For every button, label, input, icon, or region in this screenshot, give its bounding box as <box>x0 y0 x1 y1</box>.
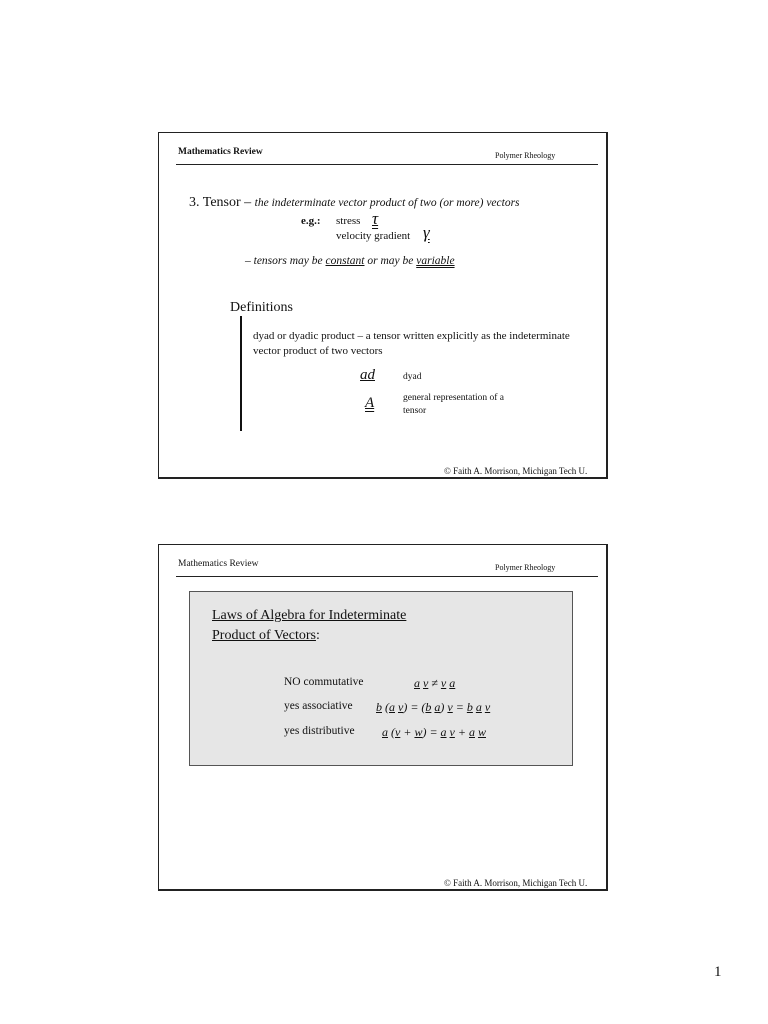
note-constant: constant <box>325 255 365 267</box>
stress-label: stress <box>336 215 361 227</box>
tensor-note <box>245 255 455 267</box>
law-equation-associative: b (a v) = (b a) v = b a v <box>376 700 491 714</box>
dyad-d: d <box>367 367 375 383</box>
velocity-gradient-symbol: γ <box>423 223 430 242</box>
slide-laws-of-algebra <box>158 544 608 891</box>
dyad-a: a <box>360 367 368 383</box>
dyad-description: dyad or dyadic product – a tensor written explicitly as the indeterminate vector product of two vectors <box>253 330 570 357</box>
note-part1: tensors may be <box>253 255 323 267</box>
footer-credit: © Faith A. Morrison, Michigan Tech U. <box>444 466 588 476</box>
law-label-associative: yes associative <box>284 700 353 712</box>
law-equation-distributive: a (v + w) = a v + a w <box>382 725 486 739</box>
slide-tensor <box>158 132 608 479</box>
laws-box <box>189 591 573 766</box>
tensor-symbol-label: general representation of a tensor <box>403 393 505 416</box>
header-rule <box>176 164 598 165</box>
footer-credit: © Faith A. Morrison, Michigan Tech U. <box>444 878 588 888</box>
eg-label: e.g.: <box>301 215 321 227</box>
dyad-symbol <box>360 367 375 384</box>
page-number: 1 <box>714 964 722 980</box>
stress-symbol: τ <box>372 209 379 228</box>
tensor-definition: the indeterminate vector product of two (or more) vectors <box>254 197 520 209</box>
tensor-heading: 3. Tensor – <box>189 195 252 210</box>
note-part2: or may be <box>367 255 414 267</box>
law-label-commutative: NO commutative <box>284 676 364 688</box>
header-rule <box>176 576 598 577</box>
header-right: Polymer Rheology <box>495 151 556 160</box>
note-variable: variable <box>416 255 455 267</box>
tensor-symbol: A <box>365 395 375 411</box>
dyad-label: dyad <box>403 372 422 382</box>
velocity-gradient-label: velocity gradient <box>336 230 411 242</box>
definitions-bar <box>240 316 242 431</box>
laws-title-colon: : <box>315 628 320 643</box>
law-label-distributive: yes distributive <box>284 725 355 737</box>
law-equation-commutative: a v ≠ v a <box>414 676 456 690</box>
note-dash: – <box>245 255 251 267</box>
header-left: Mathematics Review <box>178 147 263 157</box>
header-left: Mathematics Review <box>178 559 259 569</box>
laws-title <box>212 606 406 646</box>
laws-title-line1: Laws of Algebra for Indeterminate <box>212 608 407 623</box>
laws-title-line2: Product of Vectors <box>212 628 316 643</box>
header-right: Polymer Rheology <box>495 563 556 572</box>
definitions-heading: Definitions <box>230 300 293 315</box>
tensor-heading-line <box>189 195 520 211</box>
